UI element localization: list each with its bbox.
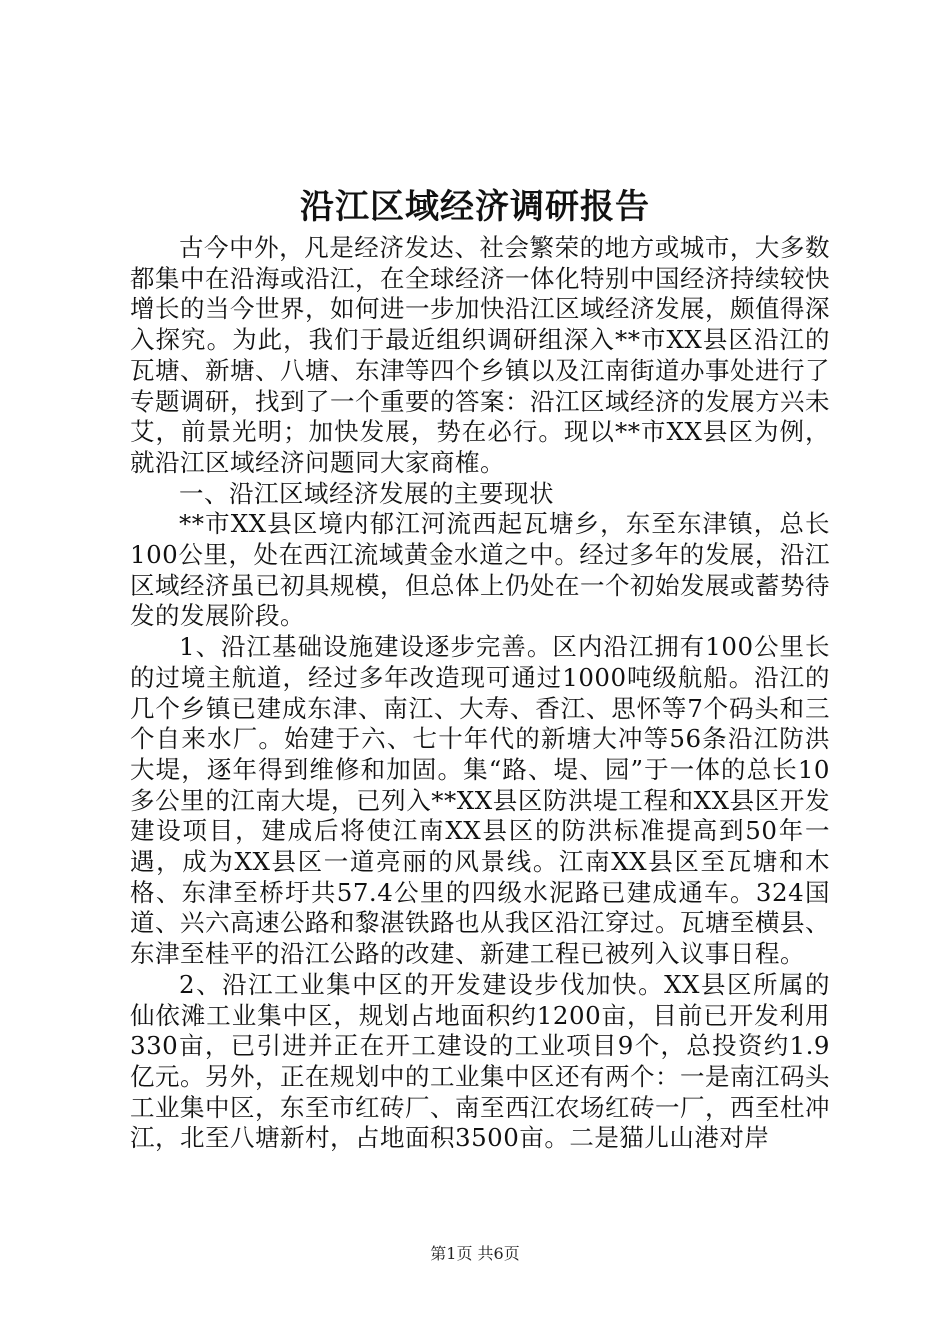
page-number-footer: 第1页 共6页 [430,1244,520,1263]
paragraph-infrastructure: 1、沿江基础设施建设逐步完善。区内沿江拥有100公里长的过境主航道，经过多年改造现可通过1000吨级航船。沿江的几个乡镇已建成东津、南江、大寿、香江、思怀等7个码头和三个自来水厂。始建于六、七十年代的新塘大冲等56条沿江防洪大堤，逐年得到维修和加固。集“路、堤、园”于一体的总长10多公里的江南大堤，已列入**XX县区防洪堤工程和XX县区开发建设项目，建成后将使江南XX县区的防洪标准提高到50年一遇，成为XX县区一道亮丽的风景线。江南XX县区至瓦塘和木格、东津至桥圩共57.4公里的四级水泥路已建成通车。324国道、兴六高速公路和黎湛铁路也从我区沿江穿过。瓦塘至横县、东津至桂平的沿江公路的改建、新建工程已被列入议事日程。 [130,632,830,969]
section-heading-1: 一、沿江区域经济发展的主要现状 [179,478,554,508]
document-title: 沿江区域经济调研报告 [300,187,650,227]
paragraph-industrial-zone: 2、沿江工业集中区的开发建设步伐加快。XX县区所属的仙依滩工业集中区，规划占地面积约1200亩，目前已开发利用330亩，已引进并正在开工建设的工业项目9个，总投资约1.9亿元。另外，正在规划中的工业集中区还有两个：一是南江码头工业集中区，东至市红砖厂、南至西江农场红砖一厂，西至杜冲江，北至八塘新村，占地面积3500亩。二是猫儿山港对岸 [130,969,830,1153]
document-body [130,233,830,1154]
paragraph-overview: **市XX县区境内郁江河流西起瓦塘乡，东至东津镇，总长100公里，处在西江流域黄金水道之中。经过多年的发展，沿江区域经济虽已初具规模，但总体上仍处在一个初始发展或蓄势待发的发展阶段。 [130,509,830,631]
paragraph-intro: 古今中外，凡是经济发达、社会繁荣的地方或城市，大多数都集中在沿海或沿江，在全球经济一体化特别中国经济持续较快增长的当今世界，如何进一步加快沿江区域经济发展，颇值得深入探究。为此，我们于最近组织调研组深入**市XX县区沿江的瓦塘、新塘、八塘、东津等四个乡镇以及江南街道办事处进行了专题调研，找到了一个重要的答案：沿江区域经济的发展方兴未艾，前景光明；加快发展，势在必行。现以**市XX县区为例，就沿江区域经济问题同大家商榷。 [130,233,830,477]
